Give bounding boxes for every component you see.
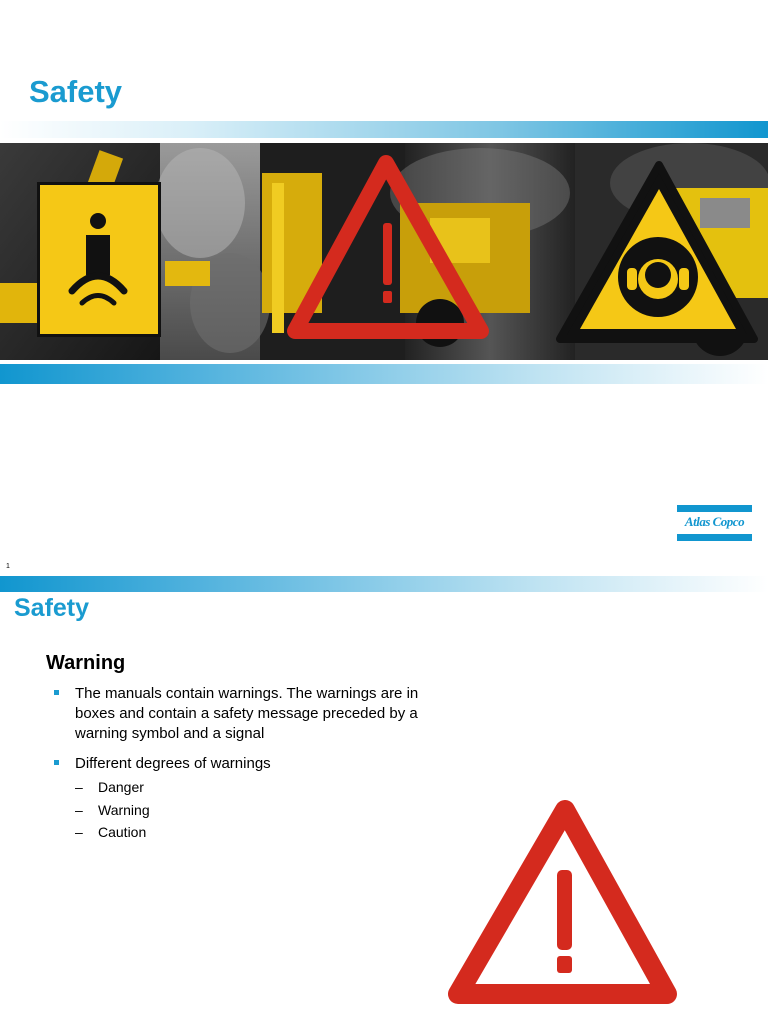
bullet-item [52, 684, 432, 744]
sub-bullet-item [75, 776, 150, 799]
slide-warning [0, 576, 768, 1024]
section-subheading: Warning [46, 652, 126, 674]
top-accent-band [0, 121, 768, 138]
header-photo-collage [0, 143, 768, 360]
dash-icon: – [75, 801, 83, 818]
atlas-copco-logo [677, 505, 752, 541]
dash-icon: – [75, 779, 83, 795]
photo-collage-graphic [0, 143, 768, 360]
bullet-item [52, 754, 432, 774]
bottom-accent-band [0, 364, 768, 384]
warning-triangle-icon [446, 800, 678, 1006]
slide-heading: Safety [14, 594, 90, 622]
slide-title-heading: Safety [29, 74, 123, 109]
bullet-list [52, 684, 432, 784]
bullet-square-icon [54, 690, 59, 695]
sub-bullet-text: Caution [98, 824, 147, 840]
logo-bottom-stripe [677, 534, 752, 541]
logo-text: Atlas Copco [684, 514, 745, 529]
dash-icon: – [75, 824, 83, 840]
sub-bullet-text: Warning [98, 801, 150, 818]
page-number: 1 [6, 563, 10, 570]
sub-bullet-item [75, 799, 150, 822]
sub-bullet-list [75, 776, 150, 844]
bullet-text: The manuals contain warnings. The warnings are in boxes and contain a safety message preceded by a warning symbol and a signal [75, 685, 419, 742]
sub-bullet-item [75, 821, 150, 844]
bullet-square-icon [54, 760, 59, 765]
seat-belt-sign-icon [37, 182, 161, 337]
bullet-text: Different degrees of warnings [75, 755, 271, 772]
logo-top-stripe [677, 505, 752, 512]
top-accent-band [0, 576, 768, 592]
sub-bullet-text: Danger [98, 779, 144, 795]
